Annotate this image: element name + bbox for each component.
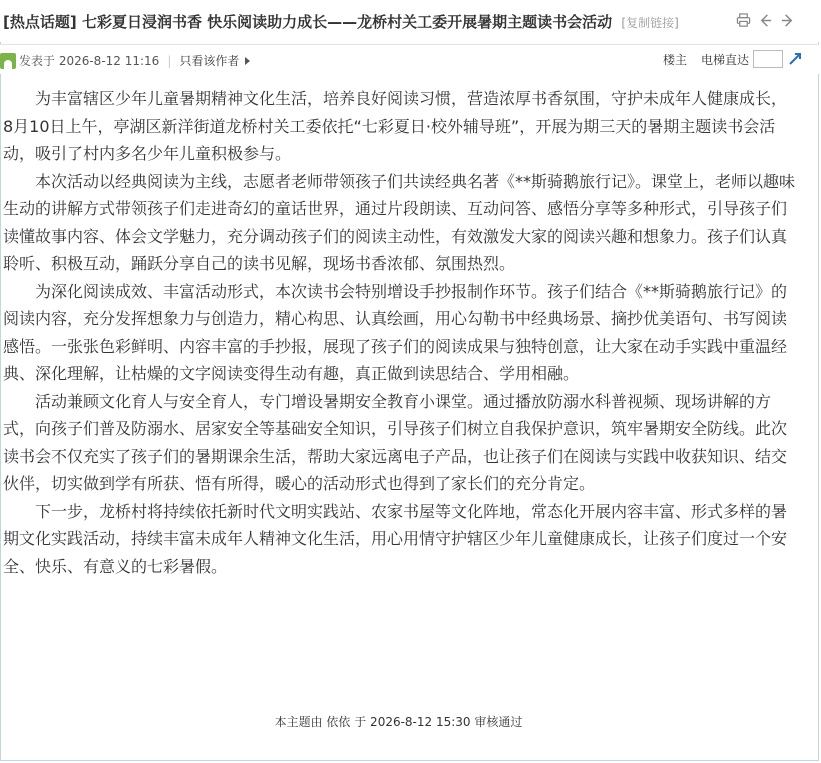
next-thread-icon[interactable] [779, 12, 795, 28]
print-icon[interactable] [735, 12, 751, 28]
thread-tools [735, 12, 795, 28]
thread-title-text: 七彩夏日浸润书香 快乐阅读助力成长——龙桥村关工委开展暑期主题读书会活动 [81, 13, 613, 31]
triangle-right-icon [245, 57, 250, 65]
only-author-link[interactable]: 只看该作者 [179, 54, 240, 68]
paragraph-2: 本次活动以经典阅读为主线，志愿者老师带领孩子们共读经典名著《**斯骑鹅旅行记》。课堂上，老师以趣味生动的讲解方式带领孩子们走进奇幻的童话世界，通过片段朗读、互动问答、感悟分享等多种形式，引导孩子们读懂故事内容、体会文学魅力，充分调动孩子们的阅读主动性，有效激发大家的阅读兴趣和想象力。孩子们认真聆听、积极互动，踊跃分享自己的读书见解，现场书香浓郁、氛围热烈。 [3, 171, 796, 273]
post-content [3, 85, 797, 580]
copy-link[interactable]: [复制链接] [621, 16, 679, 30]
floor-owner-label: 楼主 [662, 52, 687, 67]
thread-title [3, 11, 679, 32]
paragraph-5: 下一步，龙桥村将持续依托新时代文明实践站、农家书屋等文化阵地，常态化开展内容丰富、形式多样的暑期文化实践活动，持续丰富未成年人精神文化生活，用心用情守护辖区少年儿童健康成长，让孩子们度过一个安全、快乐、有意义的七彩暑假。 [3, 501, 788, 576]
paragraph-4: 活动兼顾文化育人与安全育人，专门增设暑期安全教育小课堂。通过播放防溺水科普视频、现场讲解的方式，向孩子们普及防溺水、居家安全等基础安全知识，引导孩子们树立自我保护意识，筑牢暑期安全防线。此次读书会不仅充实了孩子们的暑期课余生活，帮助大家远离电子产品，也让孩子们在阅读与实践中收获知识、结交伙伴，切实做到学有所获、悟有所得，暖心的活动形式也得到了家长们的充分肯定。 [3, 391, 788, 493]
jump-floor-input[interactable] [753, 50, 783, 68]
jump-floor-label: 电梯直达 [700, 52, 749, 67]
post-time: 发表于 2026-8-12 11:16 [19, 54, 160, 68]
thread-title-bar [0, 0, 819, 42]
post-meta [0, 52, 250, 69]
divider: | [167, 53, 172, 68]
prev-thread-icon[interactable] [757, 12, 773, 28]
go-icon[interactable] [787, 51, 803, 67]
post-info-bar [0, 44, 819, 74]
paragraph-3: 为深化阅读成效、丰富活动形式，本次读书会特别增设手抄报制作环节。孩子们结合《**斯骑鹅旅行记》的阅读内容，充分发挥想象力与创造力，精心构思、认真绘画，用心勾勒书中经典场景、摘抄优美语句、书写阅读感悟。一张张色彩鲜明、内容丰富的手抄报，展现了孩子们的阅读成果与独特创意，让大家在动手实践中重温经典、深化理解，让枯燥的文字阅读变得生动有趣，真正做到读思结合、学用相融。 [3, 281, 788, 383]
thread-category[interactable]: [热点话题] [3, 13, 77, 31]
floor-nav [663, 50, 803, 68]
review-note: 本主题由 依依 于 2026-8-12 15:30 审核通过 [274, 715, 523, 729]
paragraph-1: 为丰富辖区少年儿童暑期精神文化生活，培养良好阅读习惯，营造浓厚书香氛围，守护未成年人健康成长，8月10日上午，亭湖区新洋街道龙桥村关工委依托“七彩夏日·校外辅导班”，开展为期三天的暑期主题读书会活动，吸引了村内多名少年儿童积极参与。 [3, 89, 788, 163]
online-user-icon [0, 53, 16, 69]
